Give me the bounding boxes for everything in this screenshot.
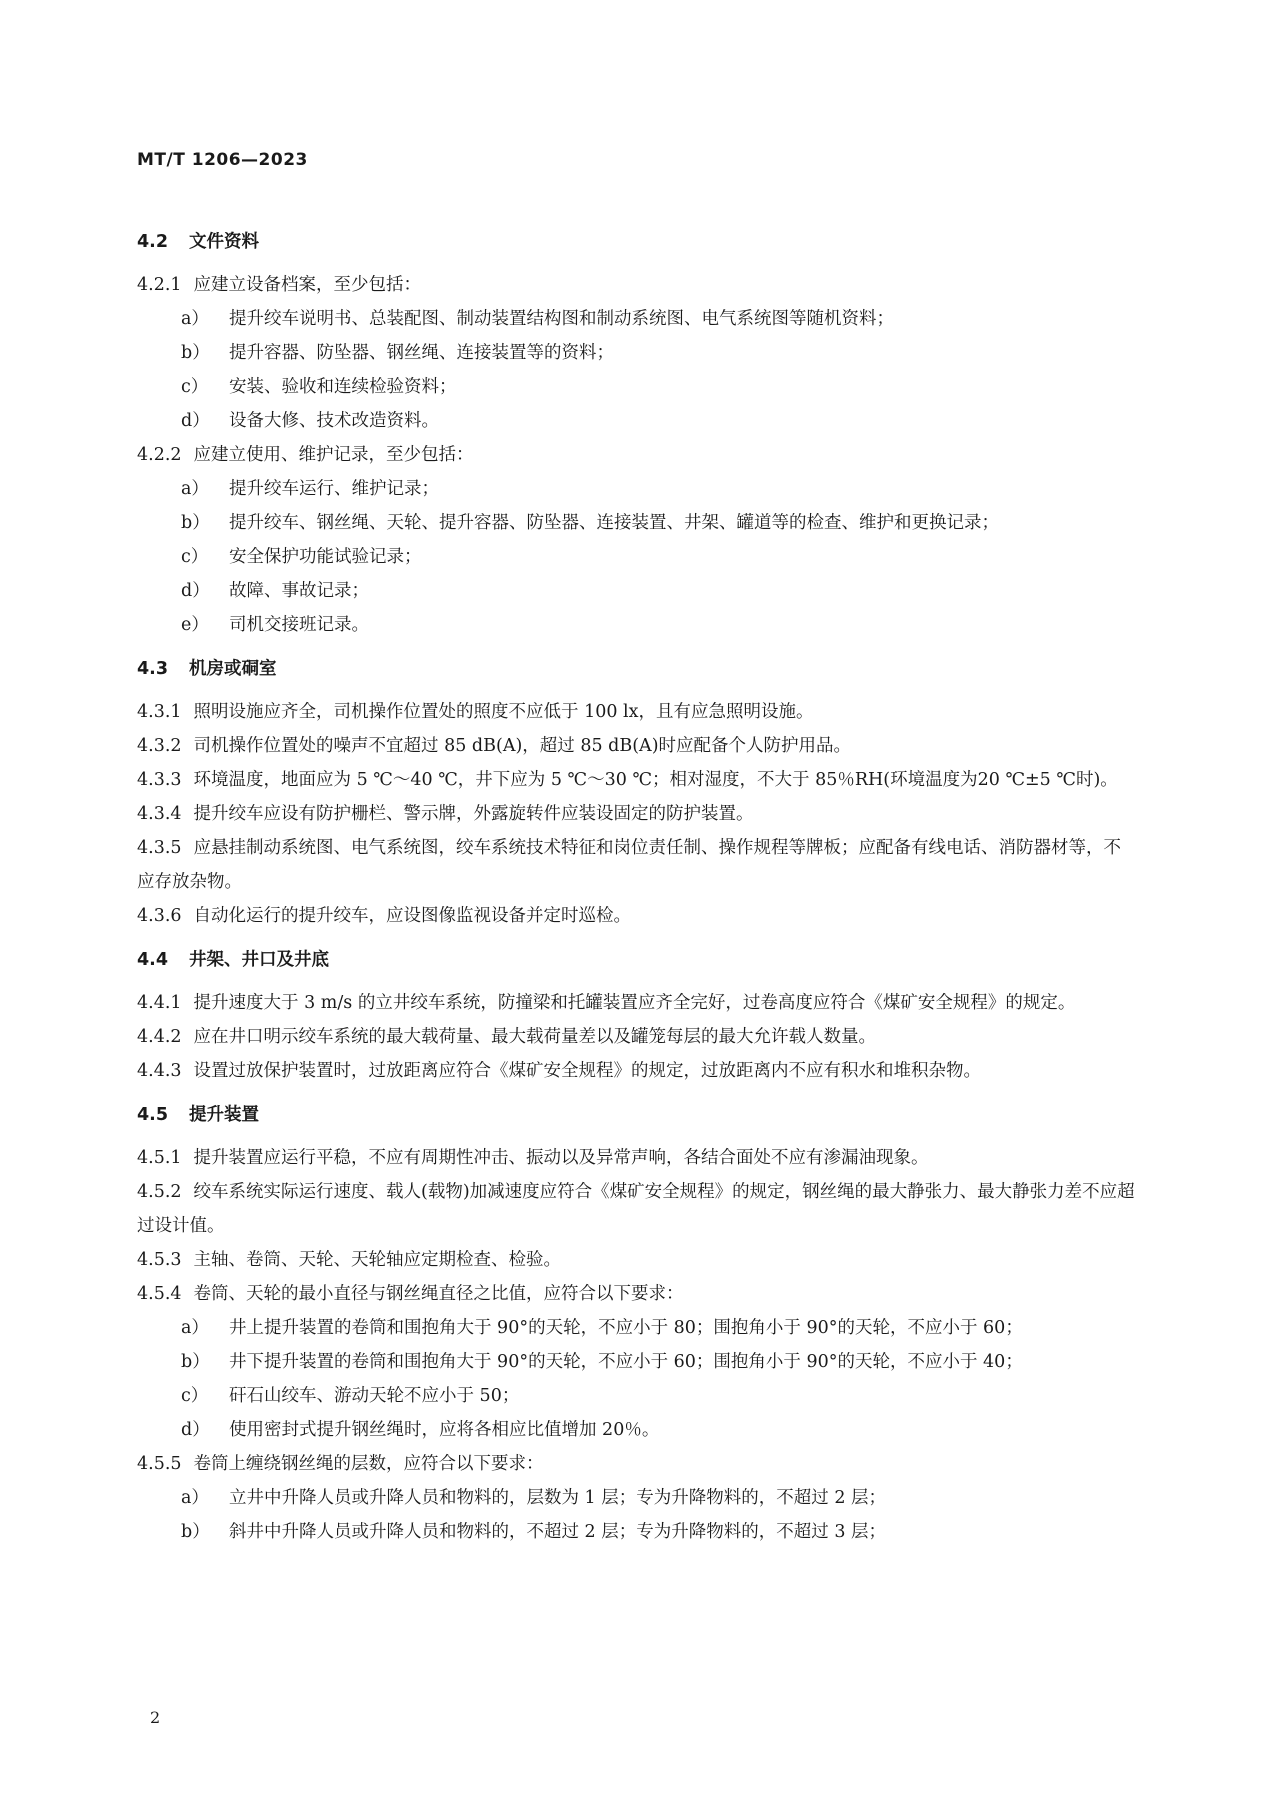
list-item (137, 336, 1137, 370)
clause-text: 自动化运行的提升绞车，应设图像监视设备并定时巡检。 (193, 906, 632, 926)
list-text: 故障、事故记录； (229, 581, 369, 601)
clause-number: 4.5.3 (137, 1250, 182, 1270)
document-header: MT/T 1206—2023 (137, 150, 308, 170)
list-text: 提升绞车运行、维护记录； (229, 479, 439, 499)
clause-text: 卷筒上缠绕钢丝绳的层数，应符合以下要求： (193, 1454, 544, 1474)
list-item (137, 574, 1137, 608)
section-title: 机房或硐室 (189, 659, 277, 679)
list-label: e） (181, 615, 209, 635)
list-label: b） (181, 343, 210, 363)
section-heading (137, 1098, 1137, 1132)
clause-number: 4.3.1 (137, 702, 182, 722)
list-label: b） (181, 1522, 210, 1542)
list-label: b） (181, 513, 210, 533)
clause-text: 主轴、卷筒、天轮、天轮轴应定期检查、检验。 (193, 1250, 562, 1270)
clause-paragraph (137, 986, 1137, 1020)
list-label: c） (181, 1386, 209, 1406)
list-item (137, 1515, 1137, 1549)
list-text: 安装、验收和连续检验资料； (229, 377, 457, 397)
clause-number: 4.5.2 (137, 1182, 182, 1202)
list-item (137, 540, 1137, 574)
clause-text: 司机操作位置处的噪声不宜超过 85 dB(A)，超过 85 dB(A)时应配备个人防护用品。 (193, 736, 852, 756)
clause-paragraph (137, 729, 1137, 763)
list-text: 井上提升装置的卷筒和围抱角大于 90°的天轮，不应小于 80；围抱角小于 90°的天轮，不应小于 60； (229, 1318, 1023, 1338)
section-title: 文件资料 (189, 232, 259, 252)
list-item (137, 370, 1137, 404)
clause-text: 提升绞车应设有防护栅栏、警示牌，外露旋转件应装设固定的防护装置。 (193, 804, 754, 824)
section-number: 4.3 (137, 659, 169, 679)
list-text: 提升容器、防坠器、钢丝绳、连接装置等的资料； (229, 343, 614, 363)
list-item (137, 608, 1137, 642)
clause-number: 4.5.4 (137, 1284, 182, 1304)
section-heading (137, 652, 1137, 686)
clause-number: 4.3.2 (137, 736, 182, 756)
clause-number: 4.3.3 (137, 770, 182, 790)
list-text: 安全保护功能试验记录； (229, 547, 422, 567)
clause-paragraph (137, 268, 1137, 302)
clause-number: 4.3.5 (137, 838, 182, 858)
clause-paragraph (137, 1277, 1137, 1311)
clause-paragraph (137, 438, 1137, 472)
list-text: 使用密封式提升钢丝绳时，应将各相应比值增加 20％。 (229, 1420, 660, 1440)
clause-number: 4.3.6 (137, 906, 182, 926)
list-label: c） (181, 377, 209, 397)
list-label: d） (181, 581, 210, 601)
clause-paragraph (137, 1447, 1137, 1481)
list-label: a） (181, 479, 209, 499)
list-label: a） (181, 309, 209, 329)
list-label: a） (181, 1318, 209, 1338)
clause-number: 4.4.1 (137, 993, 182, 1013)
list-text: 提升绞车说明书、总装配图、制动装置结构图和制动系统图、电气系统图等随机资料； (229, 309, 894, 329)
clause-number: 4.5.5 (137, 1454, 182, 1474)
section-heading (137, 225, 1137, 259)
clause-text: 应悬挂制动系统图、电气系统图，绞车系统技术特征和岗位责任制、操作规程等牌板；应配备有线电话、消防器材等，不应存放杂物。 (137, 838, 1122, 892)
list-item (137, 472, 1137, 506)
list-text: 井下提升装置的卷筒和围抱角大于 90°的天轮，不应小于 60；围抱角小于 90°的天轮，不应小于 40； (229, 1352, 1023, 1372)
clause-number: 4.4.2 (137, 1027, 182, 1047)
clause-number: 4.4.3 (137, 1061, 182, 1081)
section-number: 4.4 (137, 950, 169, 970)
clause-number: 4.2.2 (137, 445, 182, 465)
clause-text: 应建立设备档案，至少包括： (193, 275, 422, 295)
list-text: 提升绞车、钢丝绳、天轮、提升容器、防坠器、连接装置、井架、罐道等的检查、维护和更换记录； (229, 513, 999, 533)
list-text: 设备大修、技术改造资料。 (229, 411, 439, 431)
list-text: 司机交接班记录。 (229, 615, 369, 635)
section-title: 井架、井口及井底 (189, 950, 329, 970)
clause-paragraph (137, 1243, 1137, 1277)
section-number: 4.2 (137, 232, 169, 252)
section-heading (137, 943, 1137, 977)
list-item (137, 404, 1137, 438)
clause-paragraph (137, 1141, 1137, 1175)
clause-paragraph (137, 763, 1137, 797)
list-item (137, 1413, 1137, 1447)
list-item (137, 1379, 1137, 1413)
clause-number: 4.2.1 (137, 275, 182, 295)
page-number: 2 (150, 1708, 161, 1727)
clause-number: 4.5.1 (137, 1148, 182, 1168)
section-title: 提升装置 (189, 1105, 259, 1125)
list-item (137, 506, 1137, 540)
clause-paragraph (137, 899, 1137, 933)
list-item (137, 1481, 1137, 1515)
clause-text: 设置过放保护装置时，过放距离应符合《煤矿安全规程》的规定，过放距离内不应有积水和堆积杂物。 (193, 1061, 982, 1081)
list-label: c） (181, 547, 209, 567)
clause-number: 4.3.4 (137, 804, 182, 824)
clause-paragraph (137, 695, 1137, 729)
list-text: 立井中升降人员或升降人员和物料的，层数为 1 层；专为升降物料的，不超过 2 层； (229, 1488, 887, 1508)
clause-paragraph (137, 831, 1137, 899)
list-item (137, 1345, 1137, 1379)
list-text: 斜井中升降人员或升降人员和物料的，不超过 2 层；专为升降物料的，不超过 3 层； (229, 1522, 887, 1542)
clause-text: 照明设施应齐全，司机操作位置处的照度不应低于 100 lx，且有应急照明设施。 (193, 702, 814, 722)
clause-text: 应建立使用、维护记录，至少包括： (193, 445, 474, 465)
list-item (137, 302, 1137, 336)
list-label: a） (181, 1488, 209, 1508)
list-text: 矸石山绞车、游动天轮不应小于 50； (229, 1386, 520, 1406)
list-label: d） (181, 411, 210, 431)
clause-paragraph (137, 1054, 1137, 1088)
list-label: d） (181, 1420, 210, 1440)
list-item (137, 1311, 1137, 1345)
list-label: b） (181, 1352, 210, 1372)
clause-text: 应在井口明示绞车系统的最大载荷量、最大载荷量差以及罐笼每层的最大允许载人数量。 (193, 1027, 877, 1047)
document-body (137, 225, 1137, 1549)
clause-text: 卷筒、天轮的最小直径与钢丝绳直径之比值，应符合以下要求： (193, 1284, 684, 1304)
clause-paragraph (137, 1020, 1137, 1054)
clause-text: 提升速度大于 3 m/s 的立井绞车系统，防撞梁和托罐装置应齐全完好，过卷高度应符合《煤矿安全规程》的规定。 (193, 993, 1076, 1013)
clause-paragraph (137, 1175, 1137, 1243)
clause-paragraph (137, 797, 1137, 831)
clause-text: 环境温度，地面应为 5 ℃～40 ℃，井下应为 5 ℃～30 ℃；相对湿度，不大于 85％RH(环境温度为20 ℃±5 ℃时)。 (193, 770, 1118, 790)
section-number: 4.5 (137, 1105, 169, 1125)
clause-text: 绞车系统实际运行速度、载人(载物)加减速度应符合《煤矿安全规程》的规定，钢丝绳的最大静张力、最大静张力差不应超过设计值。 (137, 1182, 1135, 1236)
clause-text: 提升装置应运行平稳，不应有周期性冲击、振动以及异常声响，各结合面处不应有渗漏油现象。 (193, 1148, 929, 1168)
